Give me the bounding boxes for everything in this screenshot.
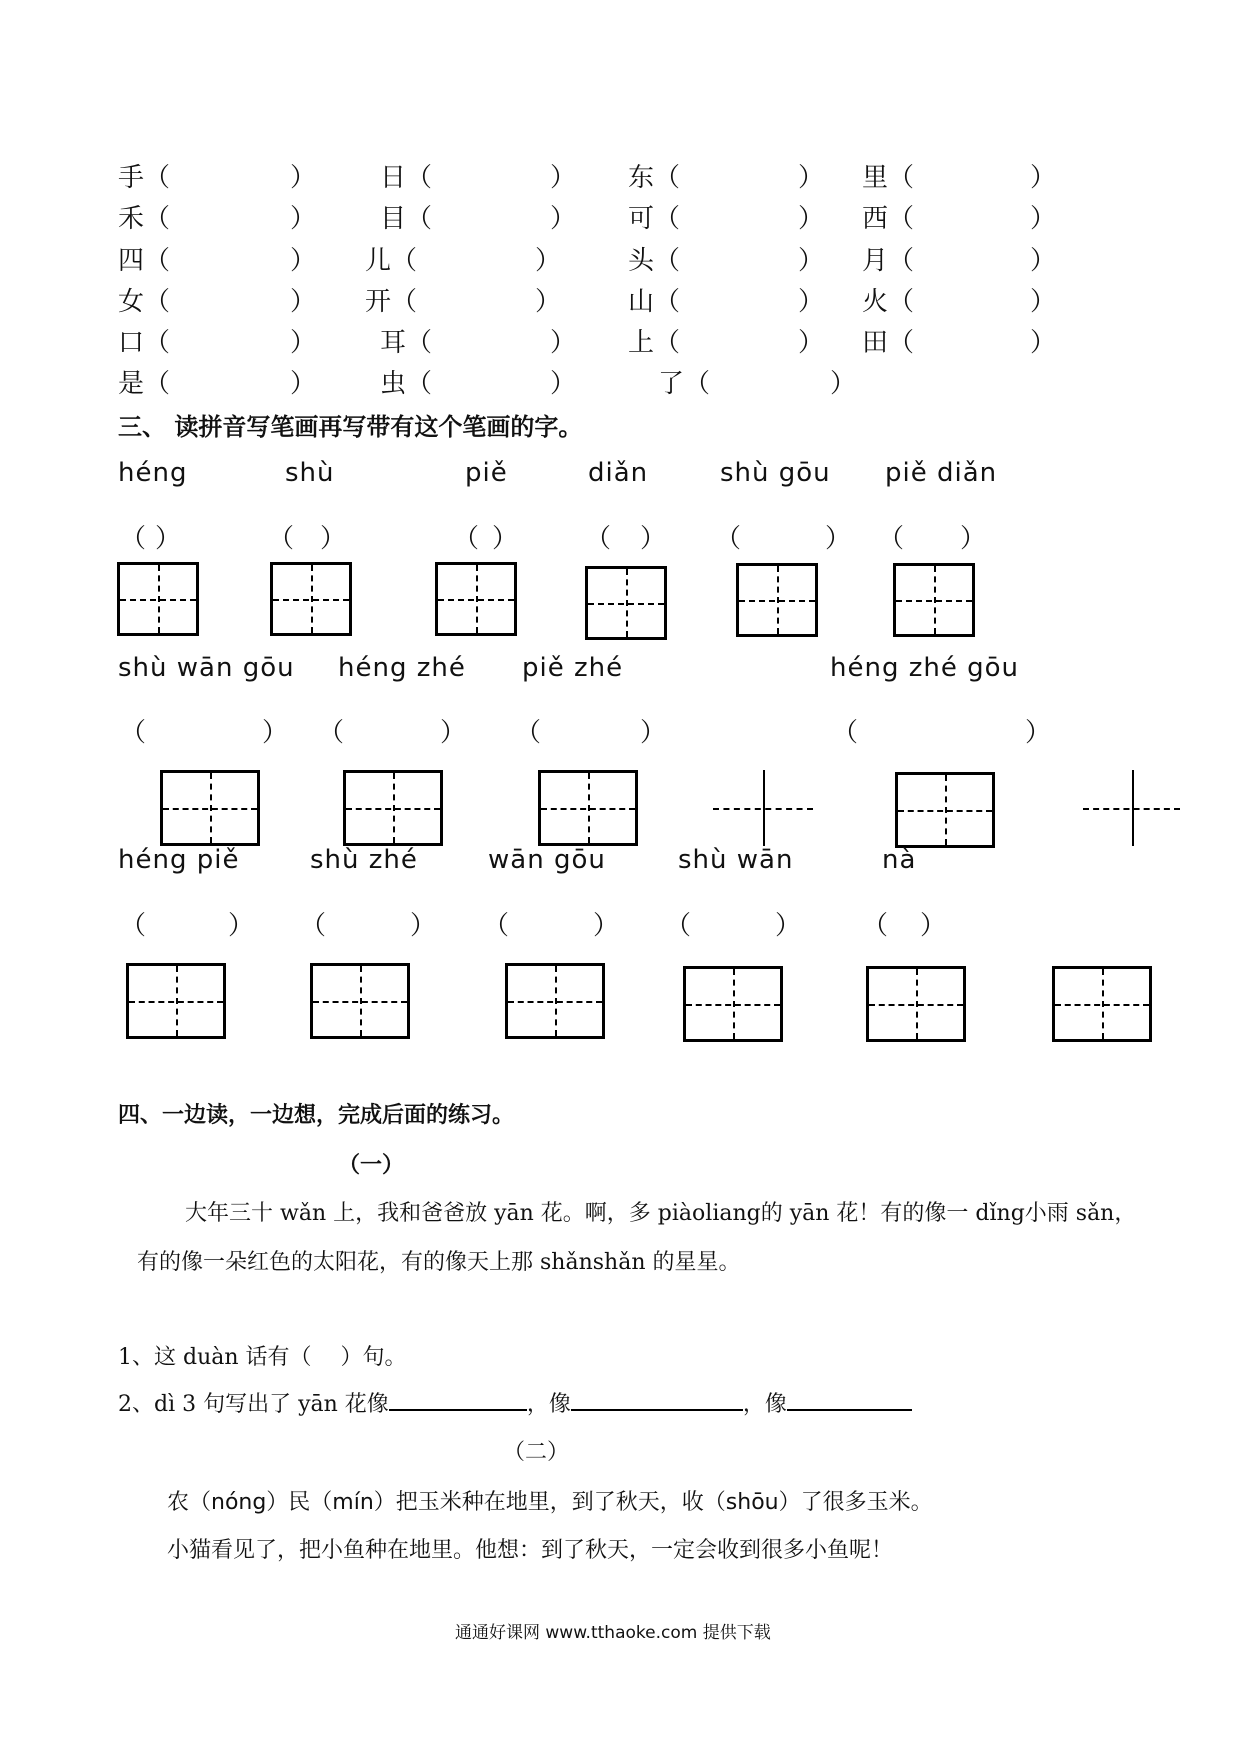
char-cell-close: ） xyxy=(1030,246,1057,276)
answer-paren-close: ） xyxy=(640,524,667,554)
char-cell-close: ） xyxy=(535,287,562,317)
answer-paren-open: （ xyxy=(832,718,859,748)
answer-paren-close: ） xyxy=(262,718,289,748)
char-cell-close: ） xyxy=(290,328,317,358)
writing-grid-box[interactable] xyxy=(736,563,818,637)
char-cell: 虫（ xyxy=(380,369,433,399)
writing-grid-box[interactable] xyxy=(126,963,226,1039)
writing-grid-box[interactable] xyxy=(270,562,352,636)
char-cell: 开（ xyxy=(365,287,418,317)
writing-grid-box[interactable] xyxy=(895,772,995,848)
char-cell: 了（ xyxy=(658,369,711,399)
char-cell-close: ） xyxy=(830,369,857,399)
answer-blank[interactable] xyxy=(389,1389,527,1411)
question-2 xyxy=(118,1387,912,1418)
char-cell: 手（ xyxy=(118,163,171,193)
pinyin-label: héng xyxy=(118,458,188,488)
pinyin-label: diǎn xyxy=(588,458,649,488)
answer-paren-close: ） xyxy=(825,524,852,554)
part1-line1: 大年三十 wǎn 上，我和爸爸放 yān 花。啊，多 piàoliang的 yān 花！有的像一 dǐng小雨 sǎn， xyxy=(185,1201,1137,1226)
writing-grid-box[interactable] xyxy=(160,770,260,846)
answer-paren-close: ） xyxy=(410,911,437,941)
char-cell-close: ） xyxy=(290,163,317,193)
answer-paren-close: ） xyxy=(593,911,620,941)
part2-line1: 农（nóng）民（mín）把玉米种在地里，到了秋天，收（shōu）了很多玉米。 xyxy=(167,1490,933,1515)
char-cell: 山（ xyxy=(628,287,681,317)
answer-paren-open: （ xyxy=(120,718,147,748)
answer-paren-open: （ xyxy=(120,911,147,941)
char-cell-close: ） xyxy=(550,328,577,358)
answer-paren-close: ） xyxy=(440,718,467,748)
answer-paren-open: （ xyxy=(715,524,742,554)
char-cell-close: ） xyxy=(550,163,577,193)
pinyin-label: shù wān gōu xyxy=(118,653,295,683)
answer-paren-close: ） xyxy=(640,718,667,748)
section3-title: 三、 读拼音写笔画再写带有这个笔画的字。 xyxy=(118,413,583,441)
pinyin-label: shù xyxy=(285,458,335,488)
char-cell-close: ） xyxy=(290,369,317,399)
answer-paren-open: （ xyxy=(268,524,295,554)
answer-paren-close: ） xyxy=(155,524,182,554)
char-cell-close: ） xyxy=(1030,163,1057,193)
part1-line2: 有的像一朵红色的太阳花，有的像天上那 shǎnshǎn 的星星。 xyxy=(137,1250,741,1275)
char-cell: 耳（ xyxy=(380,328,433,358)
char-cell: 是（ xyxy=(118,369,171,399)
char-cell: 东（ xyxy=(628,163,681,193)
answer-blank[interactable] xyxy=(571,1389,743,1411)
char-cell-close: ） xyxy=(798,328,825,358)
writing-grid-box[interactable] xyxy=(435,562,517,636)
answer-paren-open: （ xyxy=(862,911,889,941)
writing-grid-box[interactable] xyxy=(117,562,199,636)
answer-paren-open: （ xyxy=(453,524,480,554)
char-cell-close: ） xyxy=(798,204,825,234)
pinyin-label: wān gōu xyxy=(488,845,606,875)
question-2-text-c: ，像 xyxy=(742,1392,787,1417)
answer-paren-open: （ xyxy=(300,911,327,941)
char-cell: 可（ xyxy=(628,204,681,234)
part1-title: （一） xyxy=(338,1153,405,1178)
answer-paren-close: ） xyxy=(1025,718,1052,748)
question-2-text-b: ，像 xyxy=(526,1392,571,1417)
answer-blank[interactable] xyxy=(787,1389,912,1411)
char-cell-close: ） xyxy=(290,246,317,276)
char-cell-close: ） xyxy=(1030,204,1057,234)
writing-grid-box[interactable] xyxy=(893,563,975,637)
writing-grid-box[interactable] xyxy=(343,770,443,846)
answer-paren-close: ） xyxy=(960,524,987,554)
char-cell-close: ） xyxy=(1030,328,1057,358)
answer-paren-close: ） xyxy=(920,911,947,941)
char-cell-close: ） xyxy=(550,204,577,234)
char-cell: 月（ xyxy=(862,246,915,276)
char-cell: 头（ xyxy=(628,246,681,276)
char-cell: 日（ xyxy=(380,163,433,193)
writing-grid-box[interactable] xyxy=(538,770,638,846)
char-cell: 田（ xyxy=(862,328,915,358)
pinyin-label: piě xyxy=(465,458,508,488)
question-2-text-a: 2、dì 3 句写出了 yān 花像 xyxy=(118,1392,389,1417)
char-cell-close: ） xyxy=(798,246,825,276)
char-cell: 儿（ xyxy=(365,246,418,276)
char-cell: 西（ xyxy=(862,204,915,234)
char-cell: 女（ xyxy=(118,287,171,317)
char-cell-close: ） xyxy=(550,369,577,399)
char-cell-close: ） xyxy=(535,246,562,276)
pinyin-label: piě zhé xyxy=(522,653,624,683)
char-cell: 禾（ xyxy=(118,204,171,234)
answer-paren-open: （ xyxy=(665,911,692,941)
char-cell: 目（ xyxy=(380,204,433,234)
pinyin-label: shù zhé xyxy=(310,845,418,875)
char-cell: 四（ xyxy=(118,246,171,276)
char-cell-close: ） xyxy=(798,287,825,317)
char-cell-close: ） xyxy=(1030,287,1057,317)
char-cell-close: ） xyxy=(290,204,317,234)
char-cell-close: ） xyxy=(798,163,825,193)
writing-grid-box[interactable] xyxy=(310,963,410,1039)
pinyin-label: shù wān xyxy=(678,845,794,875)
answer-paren-open: （ xyxy=(318,718,345,748)
char-cell: 上（ xyxy=(628,328,681,358)
answer-paren-close: ） xyxy=(320,524,347,554)
footer-text: 通通好课网 www.tthaoke.com 提供下载 xyxy=(455,1623,771,1643)
pinyin-label: piě diǎn xyxy=(885,458,998,488)
char-cell: 里（ xyxy=(862,163,915,193)
answer-paren-open: （ xyxy=(515,718,542,748)
pinyin-label: shù gōu xyxy=(720,458,831,488)
writing-grid-box[interactable] xyxy=(505,963,605,1039)
pinyin-label: héng piě xyxy=(118,845,240,875)
dashed-cross-guide xyxy=(713,770,813,846)
answer-paren-open: （ xyxy=(878,524,905,554)
dashed-cross-guide xyxy=(1083,770,1180,846)
char-cell: 口（ xyxy=(118,328,171,358)
answer-paren-open: （ xyxy=(120,524,147,554)
section4-title: 四、一边读，一边想，完成后面的练习。 xyxy=(118,1103,515,1128)
question-1: 1、这 duàn 话有（ ）句。 xyxy=(118,1345,407,1370)
writing-grid-box[interactable] xyxy=(683,966,783,1042)
answer-paren-close: ） xyxy=(775,911,802,941)
answer-paren-open: （ xyxy=(483,911,510,941)
pinyin-label: héng zhé xyxy=(338,653,466,683)
pinyin-label: nà xyxy=(882,845,917,875)
writing-grid-box[interactable] xyxy=(585,566,667,640)
writing-grid-box[interactable] xyxy=(866,966,966,1042)
part2-title: （二） xyxy=(503,1440,570,1465)
char-cell-close: ） xyxy=(290,287,317,317)
pinyin-label: héng zhé gōu xyxy=(830,653,1019,683)
char-cell: 火（ xyxy=(862,287,915,317)
answer-paren-open: （ xyxy=(585,524,612,554)
writing-grid-box[interactable] xyxy=(1052,966,1152,1042)
answer-paren-close: ） xyxy=(228,911,255,941)
part2-line2: 小猫看见了，把小鱼种在地里。他想：到了秋天，一定会收到很多小鱼呢！ xyxy=(167,1538,894,1563)
answer-paren-close: ） xyxy=(492,524,519,554)
